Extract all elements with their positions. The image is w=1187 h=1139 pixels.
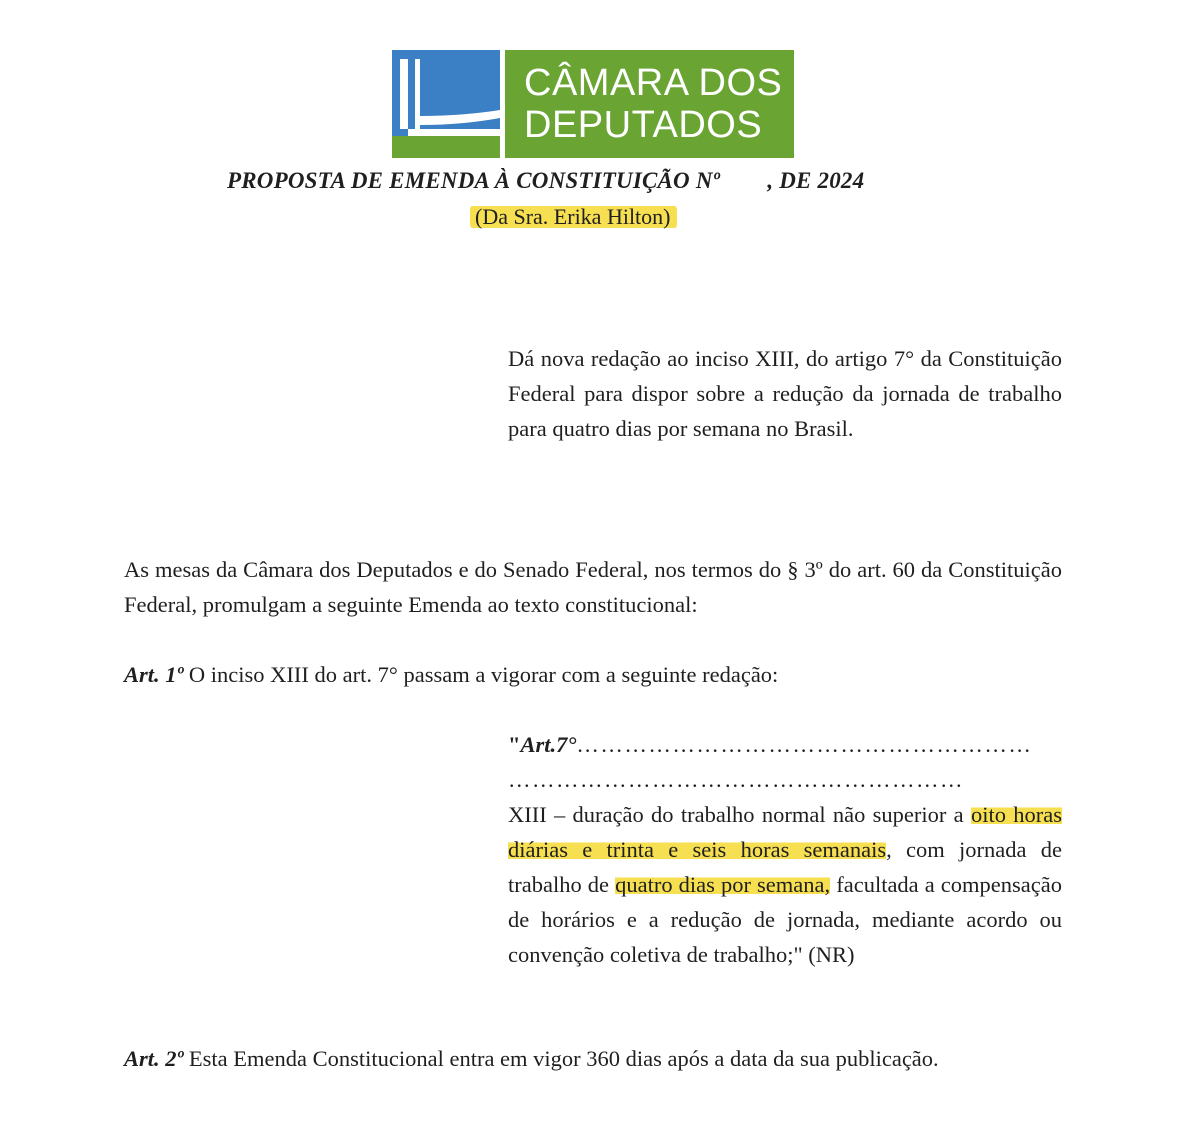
inciso-part-3: facultada a compensação de horários e a redução de jornada, mediante acordo ou convenção coletiva de trabalho;" (NR) [508, 872, 1062, 967]
quote-article-label: Art.7° [520, 732, 577, 757]
document-title: PROPOSTA DE EMENDA À CONSTITUIÇÃO Nº , DE 2024 [227, 168, 865, 193]
article-1-label: Art. 1º [124, 662, 184, 687]
article-1-text: O inciso XIII do art. 7° passam a vigorar com a seguinte redação: [183, 662, 779, 687]
quote-dots-1: ………………………………………………… [576, 732, 1033, 757]
quote-dots-2: ………………………………………………… [508, 767, 964, 792]
article-2-text: Esta Emenda Constitucional entra em vigor 360 dias após a data da sua publicação. [183, 1046, 939, 1071]
inciso-xiii-text [508, 797, 1062, 972]
article-1 [124, 657, 1062, 692]
highlight-hours: oito horas diárias e trinta e seis horas semanais [508, 802, 1062, 862]
preamble-paragraph: As mesas da Câmara dos Deputados e do Senado Federal, nos termos do § 3º do art. 60 da Constituição Federal, promulgam a seguinte Emenda ao texto constitucional: [124, 557, 1062, 617]
inciso-part-2: , com jornada de trabalho de [508, 837, 1062, 897]
camara-building-icon [392, 50, 500, 158]
highlight-four-days: quatro dias por semana, [615, 872, 831, 897]
camara-dos-deputados-logo [392, 50, 794, 158]
logo-line-2: DEPUTADOS [524, 104, 763, 146]
ementa-paragraph: Dá nova redação ao inciso XIII, do artigo 7° da Constituição Federal para dispor sobre a redução da jornada de trabalho para quatro dias por semana no Brasil. [508, 346, 1062, 441]
quote-first-line [508, 727, 1062, 762]
inciso-part-1: XIII – duração do trabalho normal não superior a [508, 802, 971, 827]
logo-line-1: CÂMARA DOS [524, 62, 783, 104]
quote-open-mark: " [508, 732, 521, 757]
logo-wordmark [505, 50, 794, 158]
article-2-label: Art. 2º [124, 1046, 184, 1071]
author-line: (Da Sra. Erika Hilton) [470, 204, 677, 230]
quoted-amendment [508, 727, 1062, 972]
article-2 [124, 1041, 1062, 1076]
